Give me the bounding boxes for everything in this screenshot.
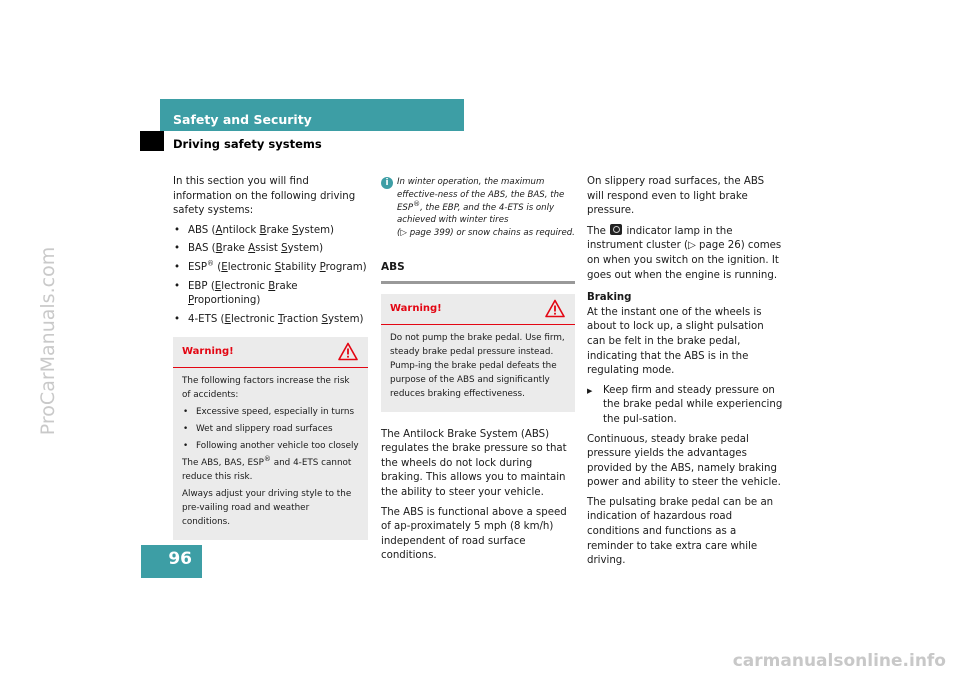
braking-steps bbox=[587, 384, 783, 428]
warning-body bbox=[173, 368, 368, 529]
slippery-text: On slippery road surfaces, the ABS will respond even to light brake pressure. bbox=[587, 176, 765, 217]
lamp-text: The indicator lamp in the instrument cluster (▷ page 26) comes on when you switch on the ignition. It goes out when the engine is running. bbox=[587, 225, 782, 281]
abs-speed-text: The ABS is functional above a speed of ap-proximately 5 mph (8 km/h) independent of road surface conditions. bbox=[381, 506, 567, 562]
list-item: • 4-ETS (Electronic Traction System) bbox=[173, 313, 368, 328]
watermark-bottom: carmanualsonline.info bbox=[732, 651, 946, 671]
column-abs bbox=[381, 176, 575, 569]
pulsating-pedal-text: The pulsating brake pedal can be an indication of hazardous road conditions and functions as a reminder to take extra care while driving. bbox=[587, 496, 774, 567]
list-item: • Wet and slippery road surfaces bbox=[182, 422, 359, 436]
winter-note: i In winter operation, the maximum effective-ness of the ABS, the BAS, the ESP®, the EBP, and the 4-ETS is only achieved with winter tires (▷ page 399) or snow chains as required. bbox=[381, 176, 575, 240]
continuous-pressure-text: Continuous, steady brake pedal pressure yields the advantages provided by the ABS, namely braking power and ability to steer the vehicle. bbox=[587, 433, 781, 489]
header-corner-block bbox=[140, 131, 164, 151]
watermark-side: ProCarManuals.com bbox=[37, 246, 59, 436]
warning-risk-text: The ABS, BAS, ESP® and 4-ETS cannot reduce this risk. bbox=[182, 455, 352, 483]
warning-box-risk bbox=[173, 337, 368, 540]
braking-text: At the instant one of the wheels is about to lock up, a slight pulsation can be felt in the brake pedal, indicating that the ABS is in the regulating mode. bbox=[587, 306, 764, 377]
warning-header bbox=[381, 294, 575, 325]
intro-text: In this section you will find information on the following driving safety systems: bbox=[173, 176, 356, 217]
systems-list bbox=[173, 224, 368, 328]
list-item: • ABS (Antilock Brake System) bbox=[173, 224, 368, 239]
list-item: • Following another vehicle too closely bbox=[182, 439, 359, 453]
warning-title: Warning! bbox=[182, 346, 234, 358]
list-item: • EBP (Electronic Brake Proportioning) bbox=[173, 280, 368, 309]
warning-box-pump bbox=[381, 294, 575, 412]
risk-factors-list bbox=[182, 405, 359, 453]
warning-triangle-icon bbox=[338, 342, 358, 361]
warning-advice: Always adjust your driving style to the pre-vailing road and weather conditions. bbox=[182, 489, 352, 528]
column-intro bbox=[173, 175, 368, 540]
abs-indicator-lamp-icon bbox=[610, 224, 622, 235]
subsection-title: Driving safety systems bbox=[173, 137, 322, 151]
warning-title: Warning! bbox=[390, 302, 442, 314]
braking-heading: Braking bbox=[587, 292, 632, 304]
column-braking bbox=[587, 175, 783, 574]
list-item: • Excessive speed, especially in turns bbox=[182, 405, 359, 419]
info-icon: i bbox=[381, 177, 393, 189]
warning-triangle-icon bbox=[545, 299, 565, 318]
section-title: Safety and Security bbox=[173, 112, 312, 127]
warning-intro: The following factors increase the risk of accidents: bbox=[182, 376, 350, 401]
list-item: ▶ Keep firm and steady pressure on the brake pedal while experiencing the pul-sation. bbox=[587, 384, 783, 428]
warning-body bbox=[381, 325, 575, 401]
abs-description: The Antilock Brake System (ABS) regulates the brake pressure so that the wheels do not lock during braking. This allows you to maintain the ability to steer your vehicle. bbox=[381, 428, 567, 498]
page-number-box bbox=[141, 545, 202, 578]
abs-heading: ABS bbox=[381, 260, 575, 284]
list-item: • BAS (Brake Assist System) bbox=[173, 242, 368, 257]
warning-text: Do not pump the brake pedal. Use firm, steady brake pedal pressure instead. Pump-ing the brake pedal defeats the purpose of the ABS and significantly reduces braking effectiveness. bbox=[390, 332, 565, 399]
warning-header bbox=[173, 337, 368, 368]
page-number: 96 bbox=[168, 549, 192, 569]
list-item: • ESP® (Electronic Stability Program) bbox=[173, 261, 368, 276]
